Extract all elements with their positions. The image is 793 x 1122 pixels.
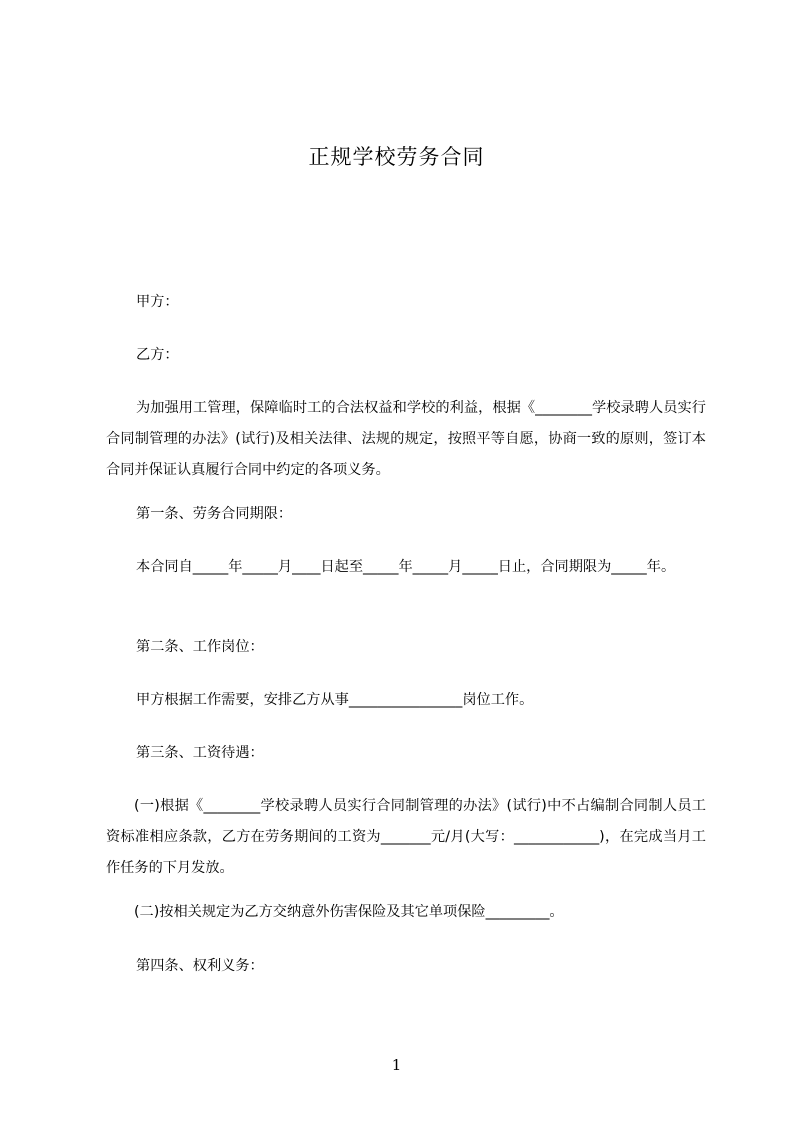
preamble-paragraph: 为加强用工管理，保障临时工的合法权益和学校的利益，根据《________学校录聘人员实行合同制管理的办法》(试行)及相关法律、法规的规定，按照平等自愿，协商一致的原则，签订本合同并保证认真履行合同中约定的各项义务。 [106, 400, 706, 478]
party-a-line: 甲方： [136, 294, 179, 310]
article-3-heading: 第三条、工资待遇： [136, 745, 264, 761]
article-3-item-1: (一)根据《________学校录聘人员实行合同制管理的办法》(试行)中不占编制合同制人员工资标准相应条款，乙方在劳务期间的工资为_______元/月(大写：____________)，在完成当月工作任务的下月发放。 [106, 798, 706, 876]
party-b-line: 乙方： [136, 347, 179, 363]
document-title: 正规学校劳务合同 [308, 145, 485, 169]
page-number: 1 [391, 1056, 402, 1074]
article-2-heading: 第二条、工作岗位： [136, 639, 264, 655]
article-1-heading: 第一条、劳务合同期限： [136, 506, 293, 522]
article-2-body: 甲方根据工作需要，安排乙方从事________________岗位工作。 [136, 692, 534, 708]
article-4-heading: 第四条、权利义务： [136, 958, 264, 974]
article-3-item-2: (二)按相关规定为乙方交纳意外伤害保险及其它单项保险_________。 [134, 904, 564, 920]
article-1-body: 本合同自_____年_____月____日起至_____年_____月_____日止，合同期限为_____年。 [136, 559, 676, 575]
